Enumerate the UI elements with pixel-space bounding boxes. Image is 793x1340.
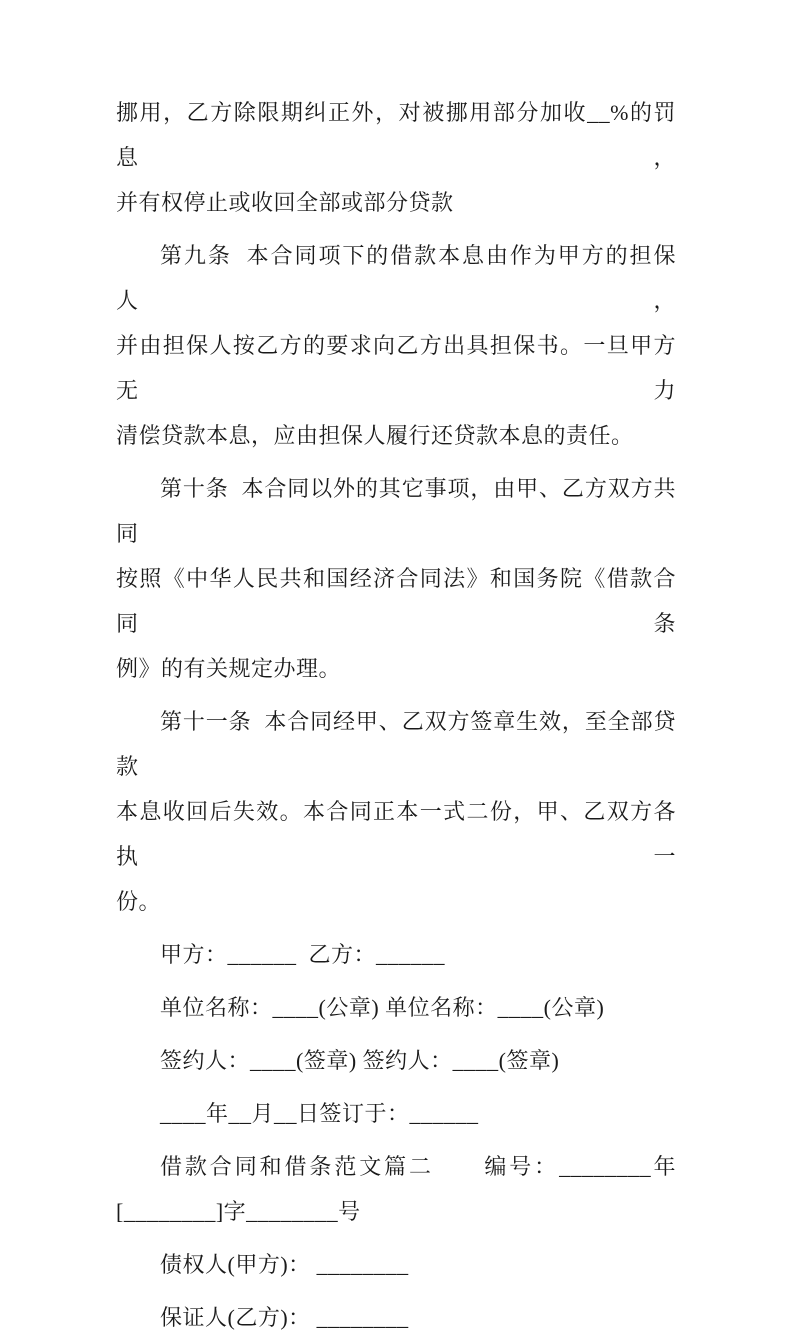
paragraph [116,932,676,977]
text-line: 第九条 本合同项下的借款本息由作为甲方的担保人， [116,243,676,313]
text-line: 按照《中华人民共和国经济合同法》和国务院《借款合同条 [116,566,676,636]
text-line: 例》的有关规定办理。 [116,656,342,681]
document-body [116,90,676,1340]
text-line: [________]字________号 [116,1199,361,1224]
paragraph [116,1038,676,1083]
text-line: 本息收回后失效。本合同正本一式二份，甲、乙双方各执一 [116,799,676,869]
text-line: 第十一条 本合同经甲、乙双方签章生效，至全部贷款 [116,709,676,779]
text-line: 借款合同和借条范文篇二 编号：________年 [160,1154,676,1179]
text-line: 甲方：______ 乙方：______ [160,942,446,967]
paragraph [116,699,676,924]
paragraph [116,985,676,1030]
paragraph [116,90,676,225]
text-line: 债权人(甲方)： ________ [160,1252,409,1277]
text-line: 保证人(乙方)： ________ [160,1305,409,1330]
text-line: 签约人：____(签章) 签约人：____(签章) [160,1048,560,1073]
paragraph [116,1144,676,1234]
paragraph [116,1242,676,1287]
text-line: ____年__月__日签订于：______ [160,1101,479,1126]
text-line: 清偿贷款本息，应由担保人履行还贷款本息的责任。 [116,423,634,448]
paragraph [116,233,676,458]
paragraph [116,1295,676,1340]
text-line: 份。 [116,889,162,914]
paragraph [116,466,676,691]
text-line: 单位名称：____(公章) 单位名称：____(公章) [160,995,605,1020]
text-line: 挪用，乙方除限期纠正外，对被挪用部分加收__%的罚息， [116,100,676,170]
paragraph [116,1091,676,1136]
text-line: 并由担保人按乙方的要求向乙方出具担保书。一旦甲方无力 [116,333,676,403]
text-line: 并有权停止或收回全部或部分贷款 [116,190,454,215]
text-line: 第十条 本合同以外的其它事项，由甲、乙方双方共同 [116,476,676,546]
